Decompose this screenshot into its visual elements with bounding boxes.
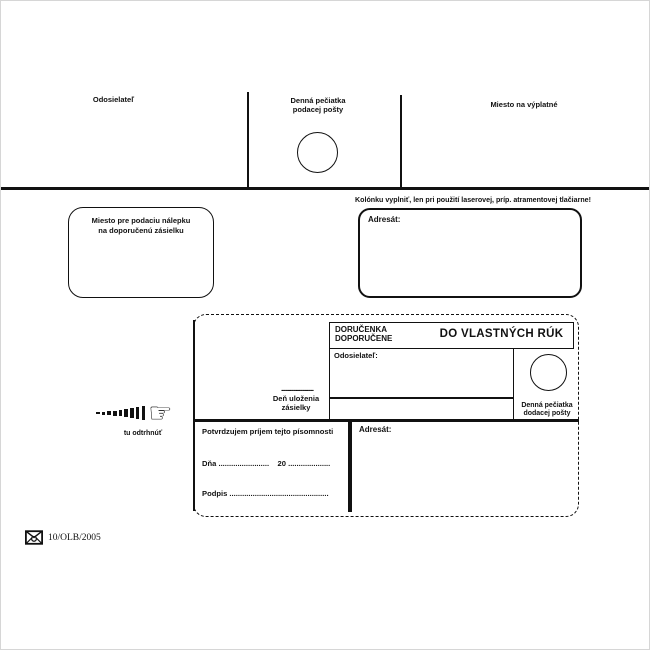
card-sender-row-divider [329,397,514,399]
card-addressee-label: Adresát: [359,425,392,434]
card-thick-vertical-line [348,421,352,512]
addressee-box [358,208,582,298]
card-title-left [335,325,392,343]
delivery-stamp-label-line2: dodacej pošty [523,410,571,417]
delivery-stamp-label [511,402,583,418]
post-logo-icon [25,530,43,545]
registered-sticker-box [68,207,214,298]
posting-stamp-label [267,97,369,115]
horizontal-separator [1,187,650,190]
card-sender-label: Odosielateľ: [334,351,378,360]
card-thick-horizontal-line [193,419,579,422]
addressee-label: Adresát: [368,215,401,224]
delivery-stamp-circle [530,354,567,391]
top-divider-left [247,92,249,188]
card-title-line2: DOPORUČENE [335,334,393,343]
posting-stamp-label-line1: Denná pečiatka [290,96,346,105]
tear-line [193,320,195,511]
form-code: 10/OLB/2005 [48,533,101,543]
card-title-line1: DORUČENKA [335,325,387,334]
signature-fill-line: Podpis ............................................... [202,489,329,498]
pointing-hand-icon: ☞ [148,397,173,428]
deposit-day-line1: Deň uloženia [272,394,320,403]
tear-here-label: tu odtrhnúť [123,430,163,437]
top-divider-right [400,95,402,188]
sender-label: Odosielateľ [92,95,135,104]
deposit-day-label [257,395,335,412]
printer-instruction: Kolónku vyplniť, len pri použití laserovej, príp. atramentovej tlačiarne! [355,196,591,204]
tear-here-marker [96,398,172,428]
registered-sticker-line2: na doporučenú zásielku [98,225,184,235]
date-fill-line: Dňa ........................ 20 .................... [202,459,331,468]
postage-area-label: Miesto na výplatné [490,100,558,109]
deposit-date-dotted-line: .................................. [280,386,314,393]
posting-stamp-circle [297,132,338,173]
delivery-stamp-label-line1: Denná pečiatka [521,402,573,409]
posting-stamp-label-line2: podacej pošty [292,104,344,114]
registered-sticker-line1: Miesto pre podaciu nálepku [91,216,191,225]
deposit-day-line2: zásielky [281,402,311,412]
receipt-confirmation-text: Potvrdzujem príjem tejto písomnosti [202,427,334,436]
card-title-right: DO VLASTNÝCH RÚK [439,328,564,340]
